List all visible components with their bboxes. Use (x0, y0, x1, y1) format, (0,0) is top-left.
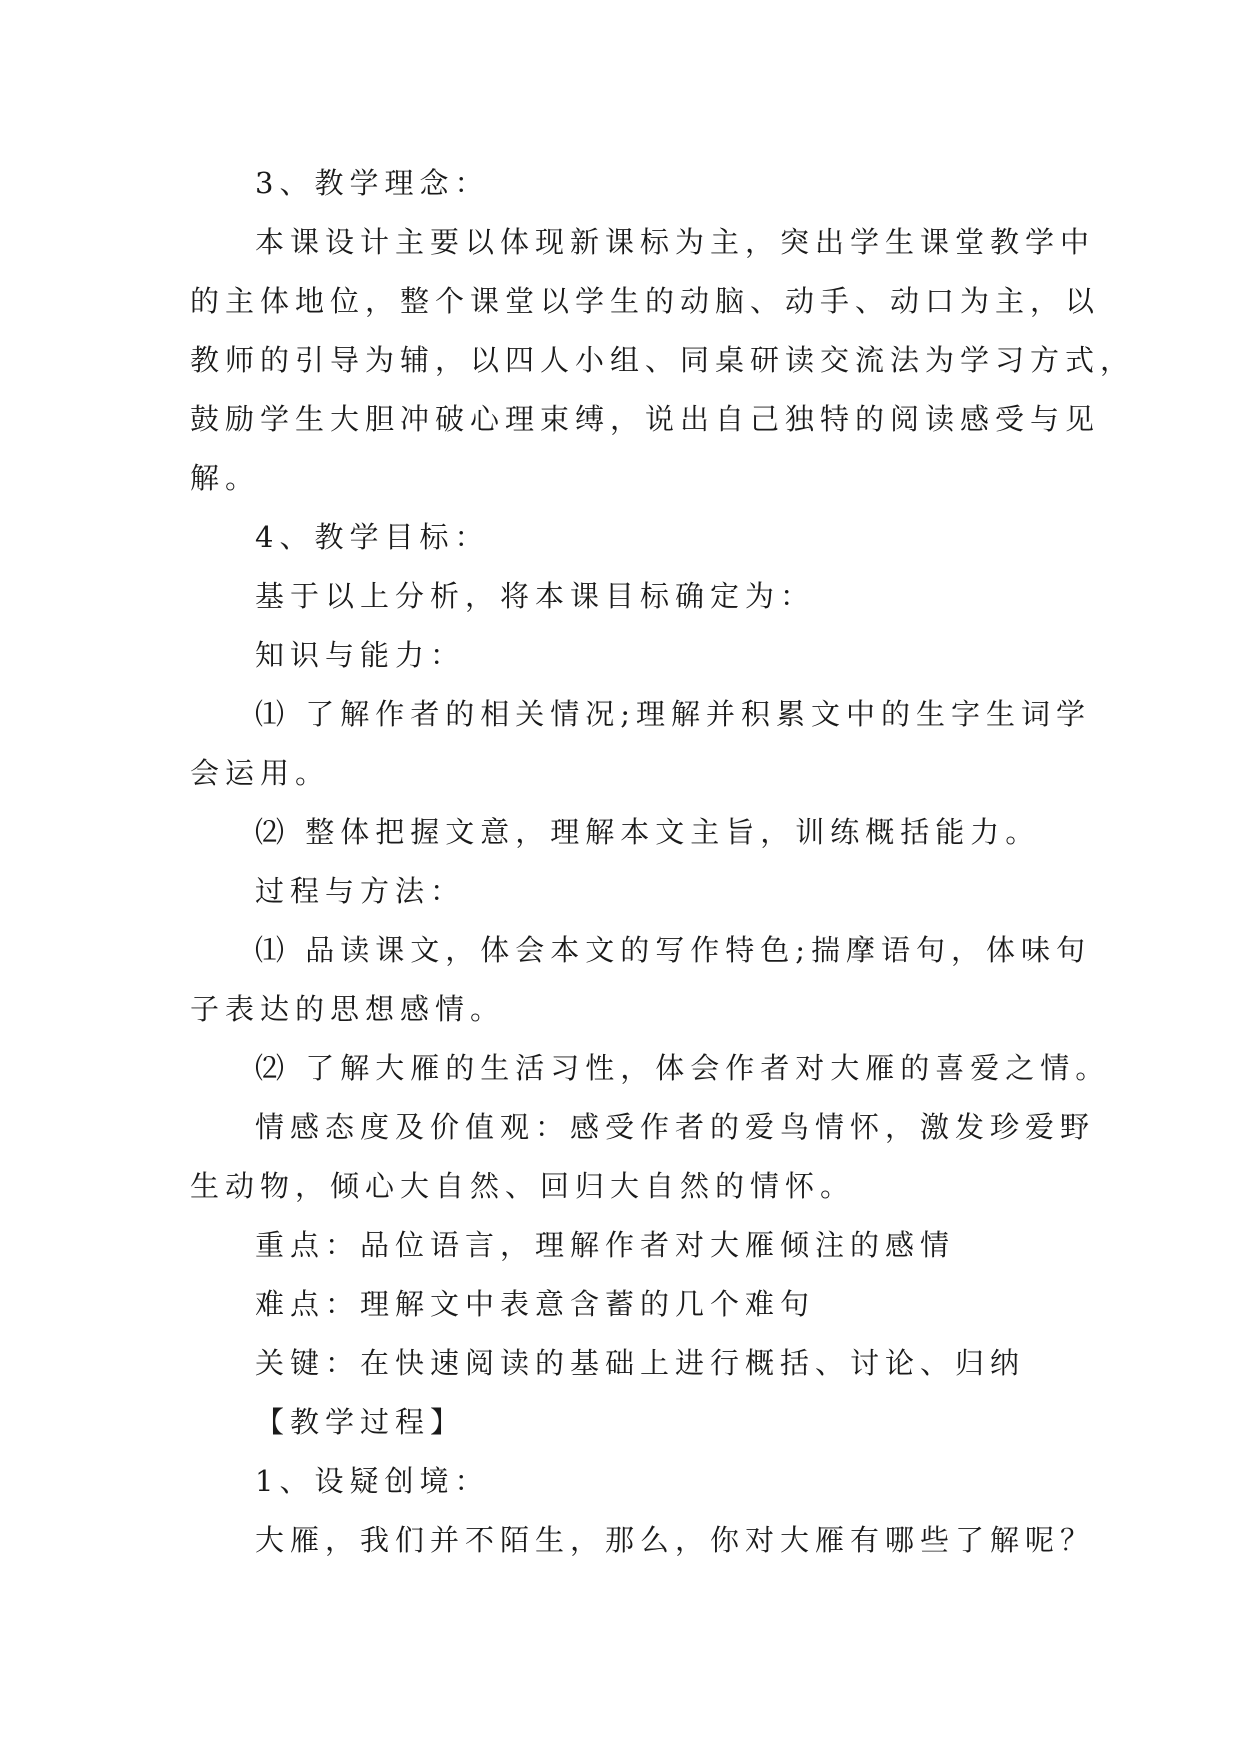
subheading-knowledge-ability: 知识与能力： (255, 638, 466, 672)
paragraph-line: 教师的引导为辅，以四人小组、同桌研读交流法为学习方式， (190, 343, 1136, 377)
paragraph-line: 大雁，我们并不陌生，那么，你对大雁有哪些了解呢？ (255, 1523, 1096, 1557)
subheading-process-method: 过程与方法： (255, 874, 466, 908)
heading-teaching-philosophy: 3、教学理念： (255, 166, 490, 200)
section-heading-teaching-process: 【教学过程】 (255, 1405, 466, 1439)
paragraph-line: 基于以上分析，将本课目标确定为： (255, 579, 816, 613)
paragraph-line: 解。 (190, 461, 261, 495)
heading-question-setup: 1、设疑创境： (255, 1464, 490, 1498)
paragraph-line: 的主体地位，整个课堂以学生的动脑、动手、动口为主，以 (190, 284, 1101, 318)
key-point-line: 重点：品位语言，理解作者对大雁倾注的感情 (255, 1228, 956, 1262)
list-item-continued: 会运用。 (190, 756, 331, 790)
list-item: ⑴ 品读课文，体会本文的写作特色;揣摩语句，体味句 (255, 933, 1091, 967)
paragraph-line: 本课设计主要以体现新课标为主，突出学生课堂教学中 (255, 225, 1096, 259)
list-item: ⑵ 整体把握文意，理解本文主旨，训练概括能力。 (255, 815, 1041, 849)
difficulty-line: 难点：理解文中表意含蓄的几个难句 (255, 1287, 816, 1321)
list-item: ⑵ 了解大雁的生活习性，体会作者对大雁的喜爱之情。 (255, 1051, 1111, 1085)
list-item: ⑴ 了解作者的相关情况;理解并积累文中的生字生词学 (255, 697, 1091, 731)
paragraph-line: 生动物，倾心大自然、回归大自然的情怀。 (190, 1169, 856, 1203)
paragraph-line: 鼓励学生大胆冲破心理束缚，说出自己独特的阅读感受与见 (190, 402, 1101, 436)
key-line: 关键：在快速阅读的基础上进行概括、讨论、归纳 (255, 1346, 1026, 1380)
heading-teaching-goals: 4、教学目标： (255, 520, 490, 554)
list-item-continued: 子表达的思想感情。 (190, 992, 506, 1026)
paragraph-line: 情感态度及价值观：感受作者的爱鸟情怀，激发珍爱野 (255, 1110, 1096, 1144)
